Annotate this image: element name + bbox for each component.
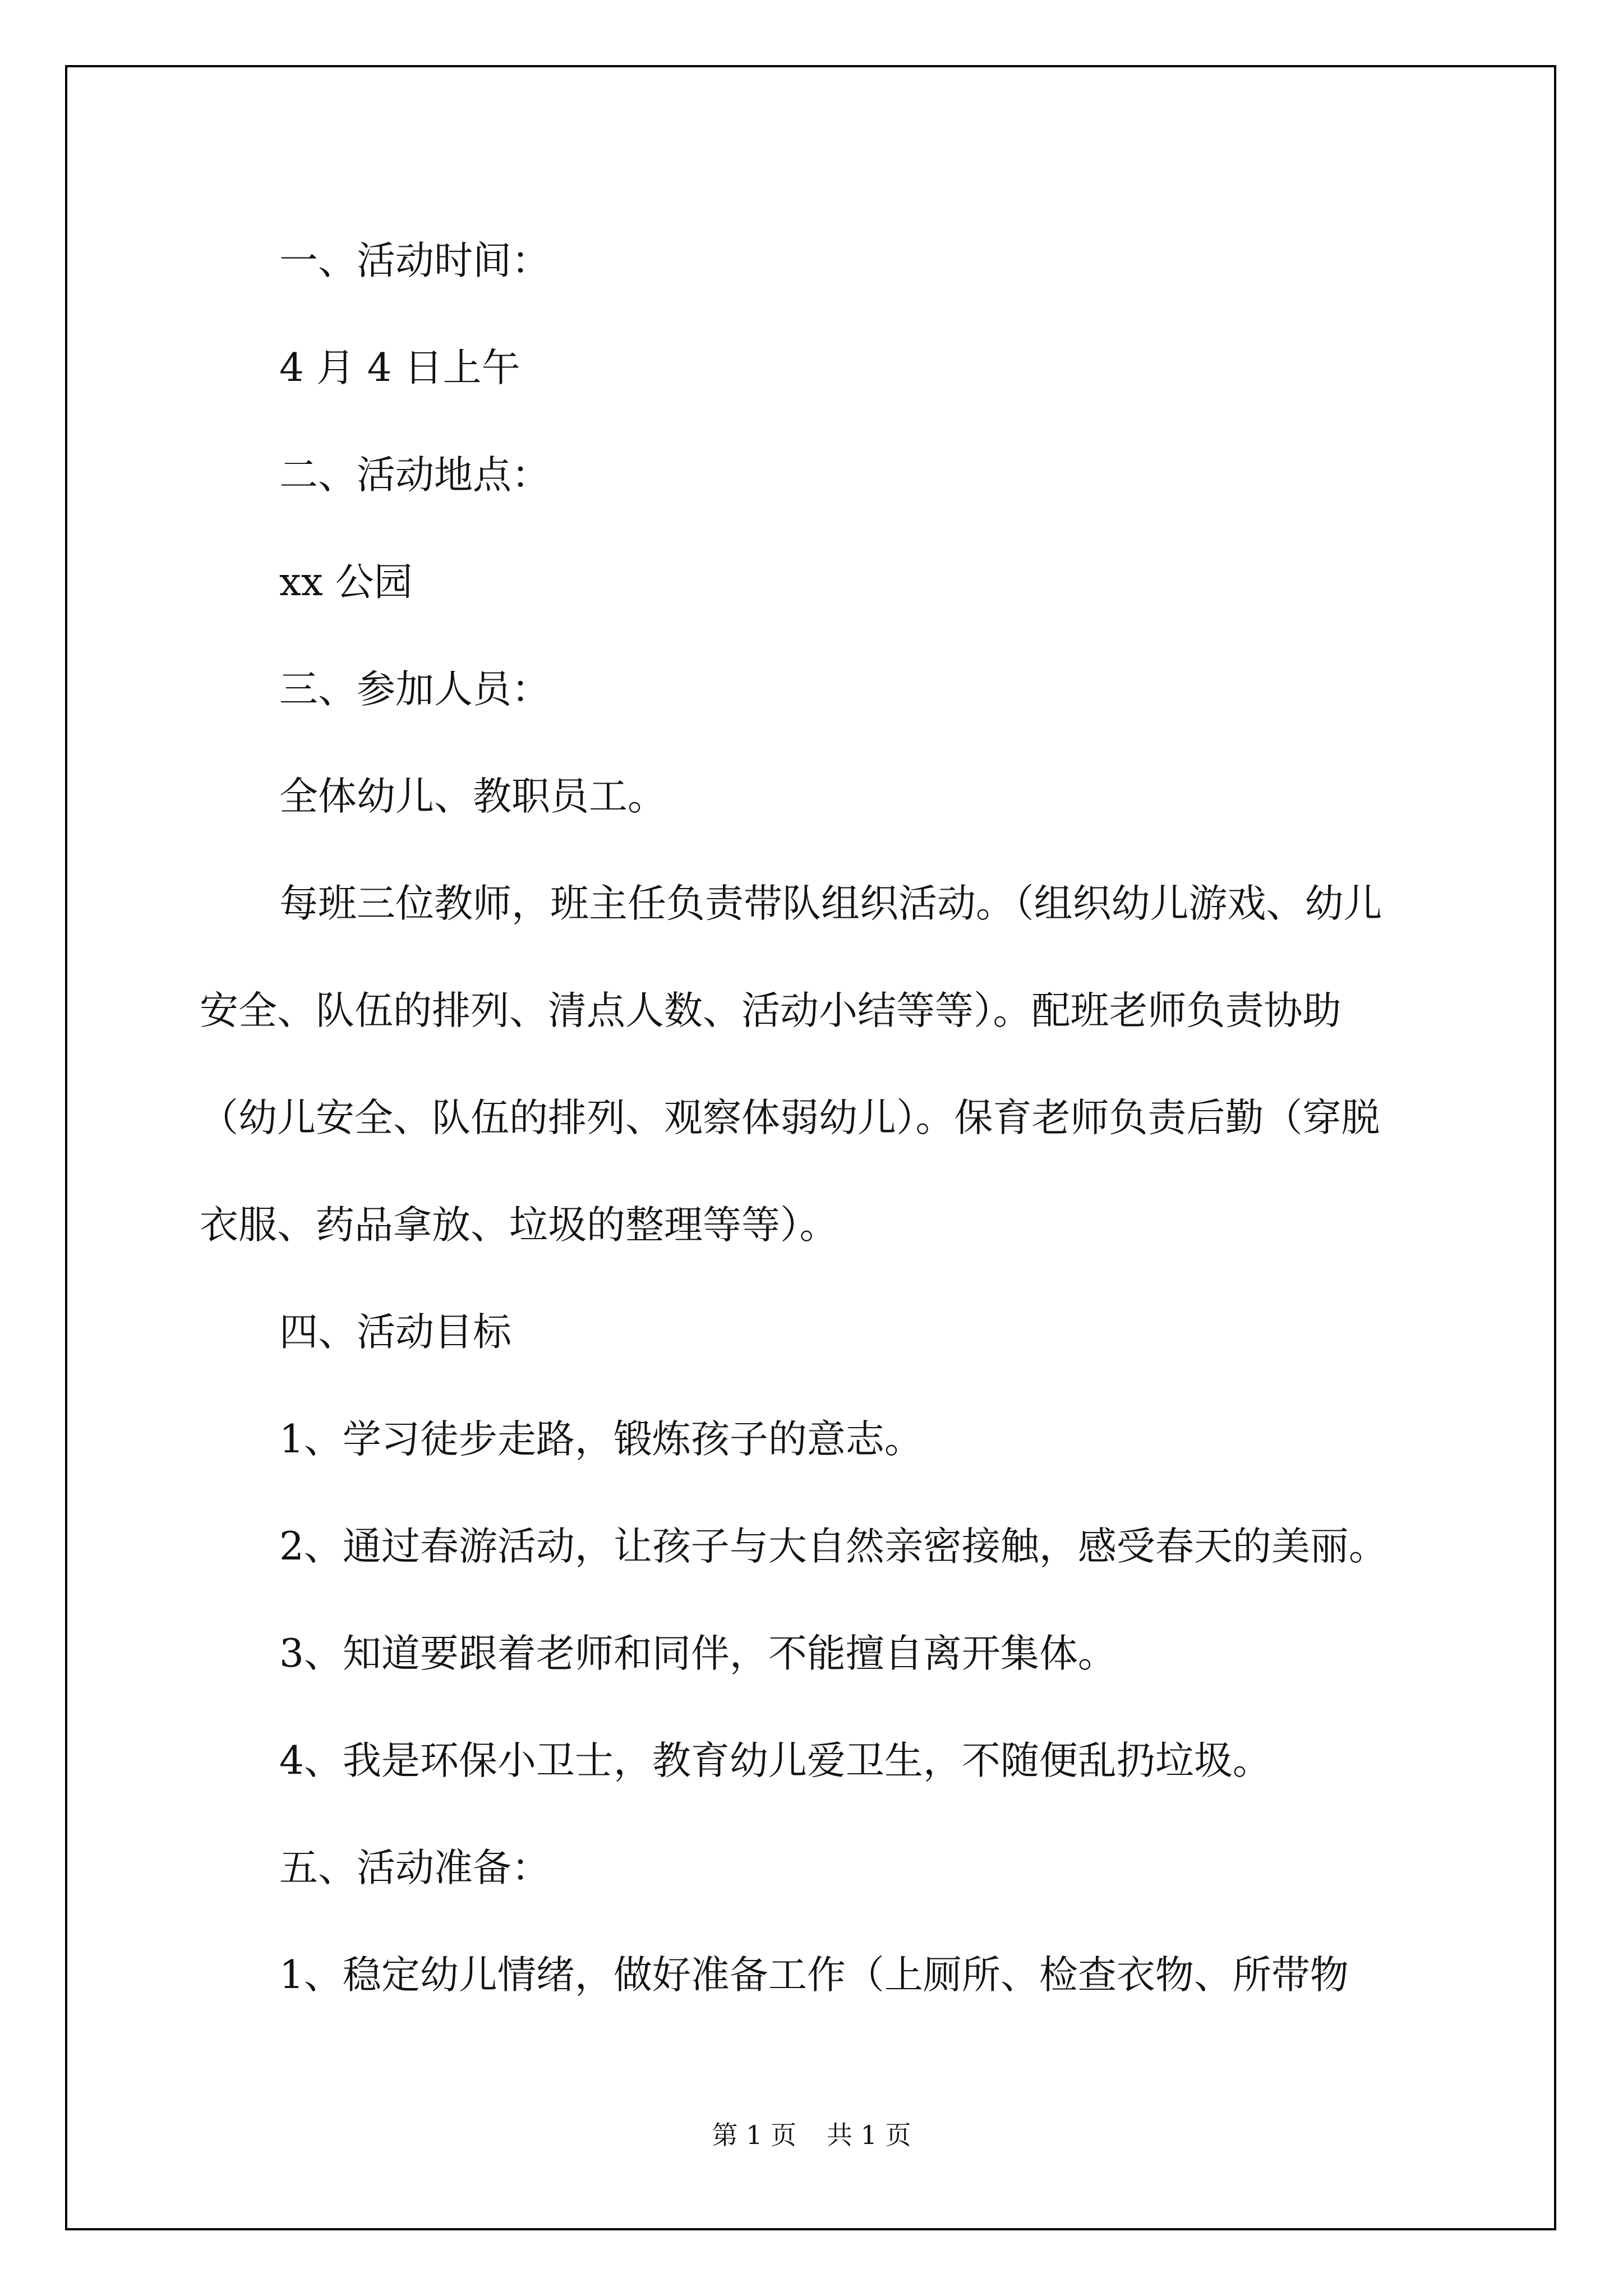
goal-item: 4、我是环保小卫士，教育幼儿爱卫生，不随便乱扔垃圾。 xyxy=(279,1738,1271,1783)
heading-activity-preparation: 五、活动准备： xyxy=(279,1846,550,1890)
preparation-item: 1、稳定幼儿情绪，做好准备工作（上厕所、检查衣物、所带物 xyxy=(279,1953,1349,1998)
paragraph-line: （幼儿安全、队伍的排列、观察体弱幼儿）。保育老师负责后勤（穿脱 xyxy=(200,1096,1380,1140)
heading-activity-goals: 四、活动目标 xyxy=(279,1310,511,1355)
participants-value: 全体幼儿、教职员工。 xyxy=(279,774,666,819)
page-footer xyxy=(0,2115,1623,2152)
goal-item: 1、学习徒步走路，锻炼孩子的意志。 xyxy=(279,1417,923,1462)
paragraph-line: 安全、队伍的排列、清点人数、活动小结等等）。配班老师负责协助 xyxy=(200,988,1341,1033)
page-number: 第 1 页 xyxy=(712,2120,796,2150)
heading-activity-time: 一、活动时间： xyxy=(279,238,550,283)
page-total: 共 1 页 xyxy=(827,2120,911,2150)
staff-responsibility-paragraph xyxy=(200,850,1439,1279)
document-body xyxy=(200,208,1439,2029)
paragraph-line: 衣服、药品拿放、垃圾的整理等等）。 xyxy=(200,1203,838,1248)
heading-activity-location: 二、活动地点： xyxy=(279,453,550,498)
goal-item: 2、通过春游活动，让孩子与大自然亲密接触，感受春天的美丽。 xyxy=(279,1524,1387,1569)
activity-time-value: 4 月 4 日上午 xyxy=(279,346,520,390)
goal-item: 3、知道要跟着老师和同伴，不能擅自离开集体。 xyxy=(279,1631,1117,1676)
activity-location-value: xx 公园 xyxy=(279,560,413,605)
heading-participants: 三、参加人员： xyxy=(279,667,550,712)
paragraph-line: 每班三位教师，班主任负责带队组织活动。（组织幼儿游戏、幼儿 xyxy=(279,881,1382,926)
